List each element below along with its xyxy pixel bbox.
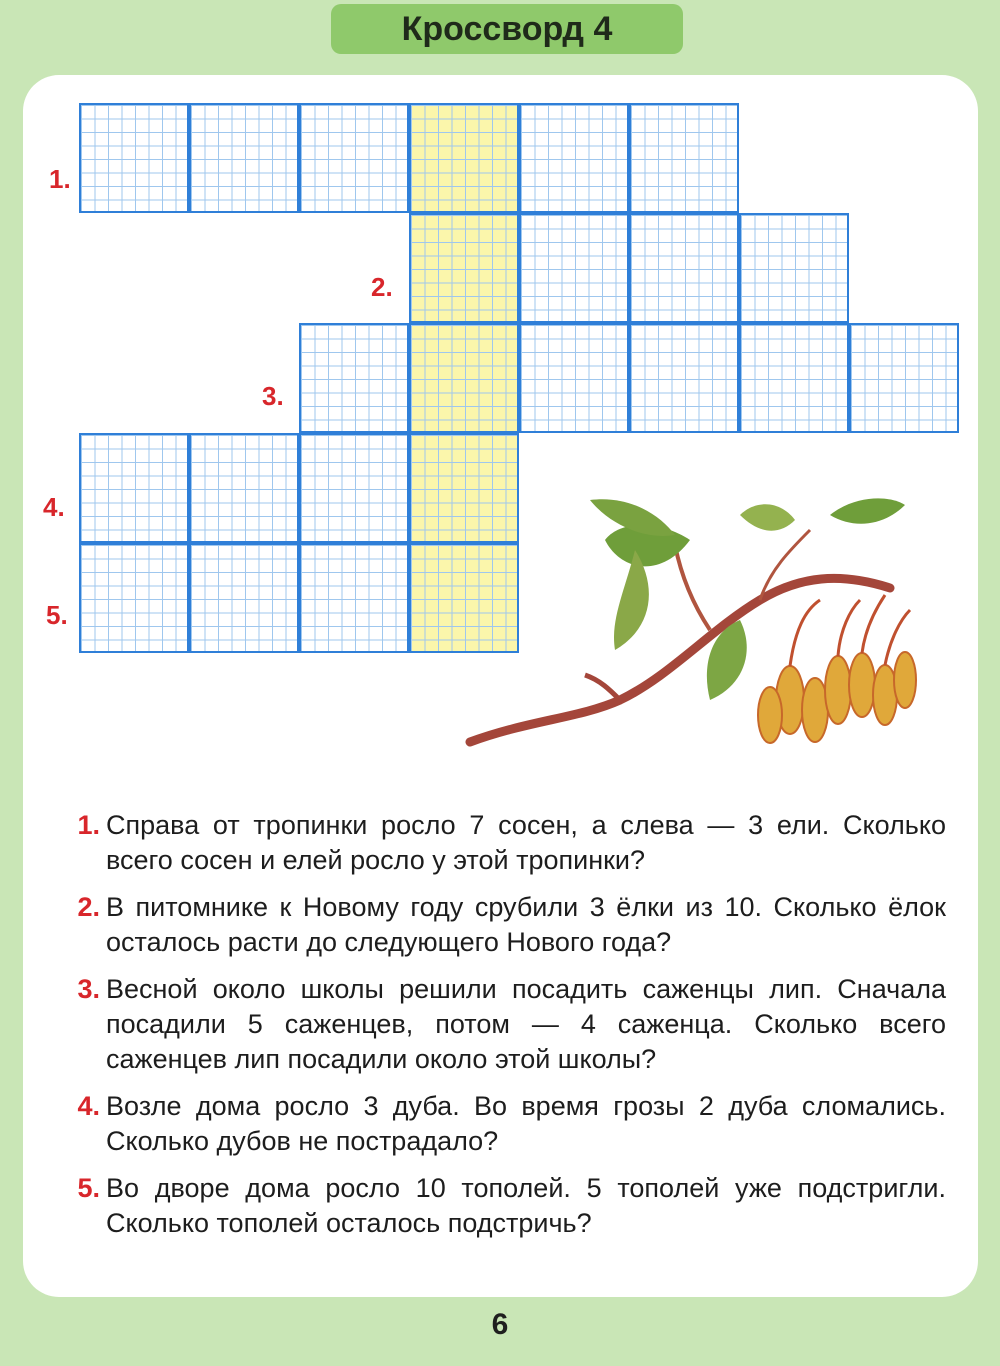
crossword-cell[interactable] bbox=[79, 103, 189, 213]
clue-item bbox=[56, 972, 946, 1077]
crossword-cell-keyword[interactable] bbox=[409, 323, 519, 433]
crossword-cell[interactable] bbox=[299, 323, 409, 433]
clue-item bbox=[56, 1089, 946, 1159]
crossword-cell[interactable] bbox=[189, 103, 299, 213]
crossword-cell[interactable] bbox=[849, 323, 959, 433]
crossword-cell[interactable] bbox=[79, 433, 189, 543]
crossword-cell[interactable] bbox=[629, 213, 739, 323]
clues-list bbox=[56, 808, 946, 1253]
clue-item bbox=[56, 890, 946, 960]
row-label-2: 2. bbox=[371, 272, 393, 302]
clue-number: 4. bbox=[77, 1091, 100, 1121]
maple-branch-icon bbox=[460, 480, 930, 770]
row-label-4: 4. bbox=[43, 492, 65, 522]
crossword-cell[interactable] bbox=[189, 433, 299, 543]
crossword-cell[interactable] bbox=[629, 103, 739, 213]
clue-number: 2. bbox=[77, 892, 100, 922]
clue-text: Весной около школы решили посадить саженцы лип. Сначала посадили 5 саженцев, потом — 4 саженца. Сколько всего саженцев лип посадили около этой школы? bbox=[106, 974, 946, 1074]
crossword-cell[interactable] bbox=[299, 543, 409, 653]
crossword-cell[interactable] bbox=[519, 103, 629, 213]
page-number: 6 bbox=[491, 1308, 509, 1341]
row-label-5: 5. bbox=[46, 600, 68, 630]
crossword-cell-keyword[interactable] bbox=[409, 103, 519, 213]
clue-text: В питомнике к Новому году срубили 3 ёлки из 10. Сколько ёлок осталось расти до следующего Нового года? bbox=[106, 892, 946, 957]
crossword-cell[interactable] bbox=[629, 323, 739, 433]
crossword-cell[interactable] bbox=[739, 213, 849, 323]
crossword-cell[interactable] bbox=[79, 543, 189, 653]
crossword-cell-keyword[interactable] bbox=[409, 213, 519, 323]
crossword-cell[interactable] bbox=[519, 213, 629, 323]
crossword-cell[interactable] bbox=[519, 323, 629, 433]
clue-number: 1. bbox=[77, 810, 100, 840]
row-label-1: 1. bbox=[49, 164, 71, 194]
crossword-cell[interactable] bbox=[189, 543, 299, 653]
clue-text: Во дворе дома росло 10 тополей. 5 тополей уже подстригли. Сколько тополей осталось подстричь? bbox=[106, 1173, 946, 1238]
clue-item bbox=[56, 808, 946, 878]
row-label-3: 3. bbox=[262, 381, 284, 411]
crossword-cell[interactable] bbox=[739, 323, 849, 433]
crossword-cell[interactable] bbox=[299, 433, 409, 543]
clue-text: Справа от тропинки росло 7 сосен, а слева — 3 ели. Сколько всего сосен и елей росло у этой тропинки? bbox=[106, 810, 946, 875]
clue-number: 5. bbox=[77, 1173, 100, 1203]
clue-item bbox=[56, 1171, 946, 1241]
clue-number: 3. bbox=[77, 974, 100, 1004]
clue-text: Возле дома росло 3 дуба. Во время грозы 2 дуба сломались. Сколько дубов не пострадало? bbox=[106, 1091, 946, 1156]
crossword-cell[interactable] bbox=[299, 103, 409, 213]
page-title: Кроссворд 4 bbox=[331, 4, 683, 54]
